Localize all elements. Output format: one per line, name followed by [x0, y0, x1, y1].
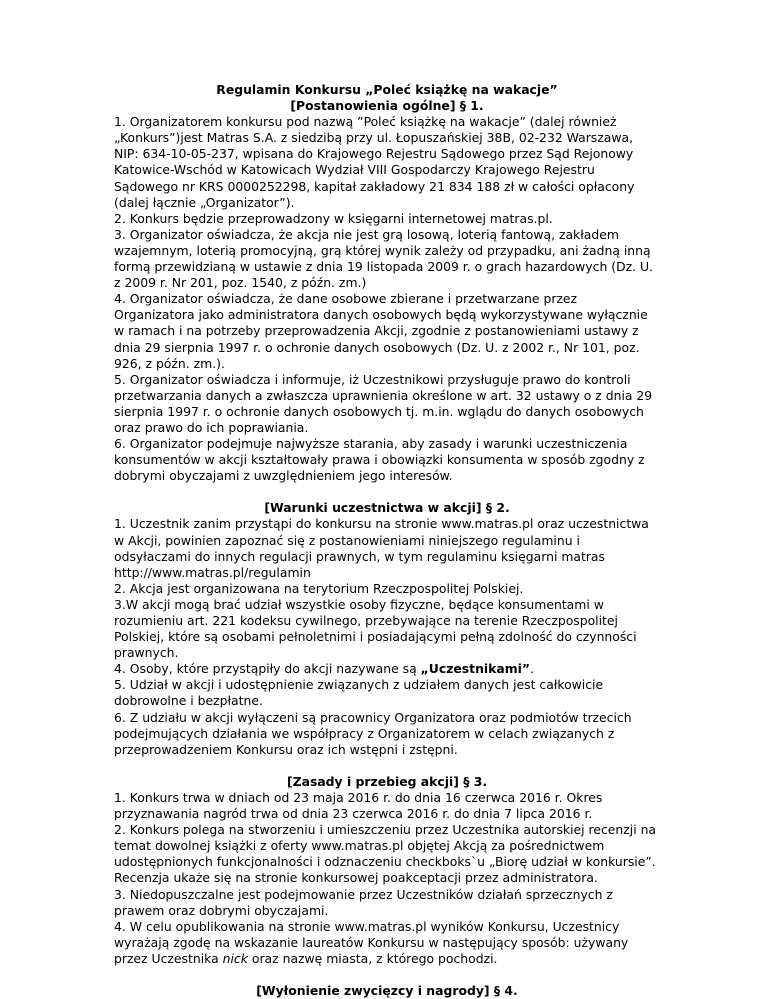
section-1-paragraph-4: 4. Organizator oświadcza, że dane osobowe zbierane i przetwarzane przez Organizatora jako administratora danych osobowych będą wykorzystywane wyłącznie w ramach i na potrzeby przeprowadzenia Akcji, zgodnie z postanowieniami ustawy z dnia 29 sierpnia 1997 r. o ochronie danych osobowych (Dz. U. z 2002 r., Nr 101, poz. 926, z późn. zm.).	[114, 291, 648, 371]
section-3-paragraph-1: 1. Konkurs trwa w dniach od 23 maja 2016 r. do dnia 16 czerwca 2016 r. Okres przyznawania nagród trwa od dnia 23 czerwca 2016 r. do dnia 7 lipca 2016 r.	[114, 789, 603, 822]
section-2-paragraph-4	[114, 661, 660, 677]
document-title: Regulamin Konkursu „Poleć książkę na wakacje”	[216, 82, 558, 97]
section-2-paragraph-4-end: .	[530, 661, 535, 677]
nick-term: nick	[222, 950, 248, 966]
section-3-paragraph-4-text: 4. W celu opublikowania na stronie www.matras.pl wyników Konkursu, Uczestnicy wyrażają zgodę na wskazanie laureatów Konkursu w następujący sposób: używany przez Uczestnika	[114, 918, 629, 966]
section-2-paragraph-4-text: 4. Osoby, które przystąpiły do akcji nazywane są	[114, 661, 421, 677]
section-3-paragraph-4	[114, 919, 660, 967]
section-2-heading: [Warunki uczestnictwa w akcji] § 2.	[264, 500, 510, 516]
section-3-paragraph-3: 3. Niedopuszczalne jest podejmowanie przez Uczestników działań sprzecznych z prawem oraz dobrymi obyczajami.	[114, 886, 613, 918]
section-3-paragraph-2: 2. Konkurs polega na stworzeniu i umieszczeniu przez Uczestnika autorskiej recenzji na temat dowolnej książki z oferty www.matras.pl objętej Akcją za pośrednictwem udostępnionych funkcjonalności i odznaczeniu checkboks`u „Biorę udział w konkursie”. Recenzja ukaże się na stronie konkursowej poakceptacji przez administratora.	[114, 822, 657, 886]
section-1-paragraph-6: 6. Organizator podejmuje najwyższe starania, aby zasady i warunki uczestniczenia konsumentów w akcji kształtowały prawa i obowiązki konsumenta w sposób zgodny z dobrymi obyczajami z uwzględnieniem jego interesów.	[114, 436, 645, 484]
section-3-heading: [Zasady i przebieg akcji] § 3.	[286, 773, 488, 789]
section-3-paragraph-4-end: oraz nazwę miasta, z którego pochodzi.	[247, 950, 498, 966]
section-2-paragraph-6: 6. Z udziału w akcji wyłączeni są pracownicy Organizatora oraz podmiotów trzecich podejmujących działania we współpracy z Organizatorem w celach związanych z przeprowadzeniem Konkursu oraz ich wstępni i zstępni.	[114, 709, 632, 757]
section-spacer	[114, 967, 660, 983]
section-1-paragraph-2: 2. Konkurs będzie przeprowadzony w księgarni internetowej matras.pl.	[114, 210, 553, 226]
regulations-document	[114, 82, 660, 999]
section-spacer	[114, 484, 660, 500]
section-2-paragraph-2: 2. Akcja jest organizowana na terytorium Rzeczpospolitej Polskiej.	[114, 580, 524, 596]
section-1-paragraph-3: 3. Organizator oświadcza, że akcja nie jest grą losową, loterią fantową, zakładem wzajemnym, loterią promocyjną, grą której wynik zależy od przypadku, ani żadną inną formą przewidzianą w ustawie z dnia 19 listopada 2009 r. o grach hazardowych (Dz. U. z 2009 r. Nr 201, poz. 1540, z późn. zm.)	[114, 226, 653, 291]
section-2-paragraph-1: 1. Uczestnik zanim przystąpi do konkursu na stronie www.matras.pl oraz uczestnictwa w Akcji, powinien zapoznać się z postanowieniami niniejszego regulaminu i odsyłaczami do innych regulacji prawnych, w tym regulaminu księgarni matras http://www.matras.pl/regulamin	[114, 516, 649, 580]
section-1-paragraph-1: 1. Organizatorem konkursu pod nazwą ”Poleć książkę na wakacje” (dalej również „Konkurs”)jest Matras S.A. z siedzibą przy ul. Łopuszańskiej 38B, 02-232 Warszawa, NIP: 634-10-05-237, wpisana do Krajowego Rejestru Sądowego przez Sąd Rejonowy Katowice-Wschód w Katowicach Wydział VIII Gospodarczy Krajowego Rejestru Sądowego nr KRS 0000252298, kapitał zakładowy 21 834 188 zł w całości opłacony (dalej łącznie „Organizator”).	[114, 114, 635, 210]
section-2-paragraph-3: 3.W akcji mogą brać udział wszystkie osoby fizyczne, będące konsumentami w rozumieniu art. 221 kodeksu cywilnego, przebywające na terenie Rzeczpospolitej Polskiej, które są osobami pełnoletnimi i posiadającymi pełną zdolność do czynności prawnych.	[114, 596, 637, 661]
section-1-paragraph-5: 5. Organizator oświadcza i informuje, iż Uczestnikowi przysługuje prawo do kontroli przetwarzania danych a zwłaszcza uprawnienia określone w art. 32 ustawy o z dnia 29 sierpnia 1997 r. o ochronie danych osobowych tj. m.in. wglądu do danych osobowych oraz prawo do ich poprawiania.	[114, 371, 653, 435]
section-2-paragraph-5: 5. Udział w akcji i udostępnienie związanych z udziałem danych jest całkowicie dobrowolne i bezpłatne.	[114, 677, 604, 709]
section-1-heading: [Postanowienia ogólne] § 1.	[290, 98, 484, 114]
section-spacer	[114, 758, 660, 774]
participants-term: „Uczestnikami”	[420, 661, 531, 677]
section-4-heading: [Wyłonienie zwycięzcy i nagrody] § 4.	[256, 982, 518, 998]
